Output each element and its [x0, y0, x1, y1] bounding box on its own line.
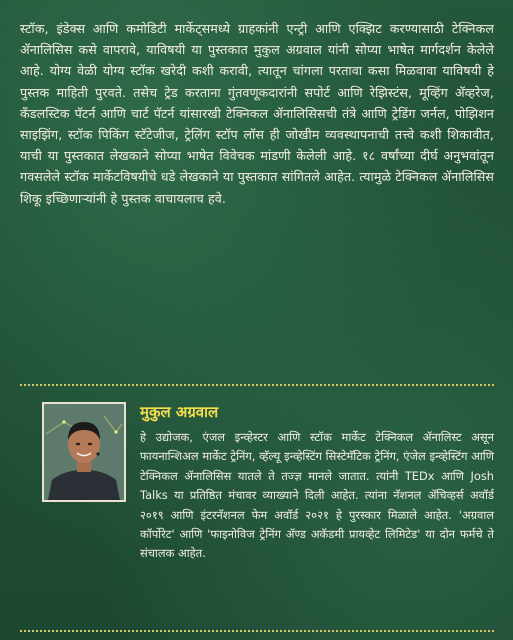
book-blurb: स्टॉक, इंडेक्स आणि कमोडिटी मार्केट्समध्ये ग्राहकांनी एन्ट्री आणि एक्झिट करण्यासाठी टेक्निकल ॲनालिसिस कसे वापरावे, याविषयी या पुस्तकात मुकुल अग्रवाल यांनी सोप्या भाषेत मार्गदर्शन केलेले आहे. योग्य वेळी योग्य स्टॉक खरेदी कशी करावी, त्यातून चांगला परतावा कसा मिळवावा याविषयी हे पुस्तक माहिती पुरवते. तसेच ट्रेड करताना गुंतवणूकदारांनी सपोर्ट आणि रेझिस्टंस, मूव्हिंग ॲव्हरेज, कँडलस्टिक पॅटर्न आणि चार्ट पॅटर्न यांसारखी टेक्निकल ॲनालिसिसची तंत्रे आणि ट्रेडिंग जर्नल, पोझिशन साइझिंग, स्टॉक पिकिंग स्टॅटेजीज, ट्रेलिंग स्टॉप लॉस ही जोखीम व्यवस्थापनाची तत्त्वे कशी शिकावीत, याची या पुस्तकात लेखकाने सोप्या भाषेत विवेचक मांडणी केलेली आहे. १८ वर्षांच्या दीर्घ अनुभवांतून गवसलेले स्टॉक मार्केटविषयीचे धडे लेखकाने या पुस्तकात सांगितले आहेत. त्यामुळे टेक्निकल ॲनालिसिस शिकू इच्छिणाऱ्यांनी हे पुस्तक वाचायलाच हवे. [20, 21, 494, 206]
author-bio: हे उद्योजक, एंजल इन्व्हेस्टर आणि स्टॉक मार्केट टेक्निकल ॲनालिस्ट असून फायनान्शिअल मार्केट ट्रेनिंग, व्हॅल्यू इन्व्हेस्टिंग सिस्टेमॅटिक ट्रेनिंग, एंजेल इन्व्हेस्टिंग आणि टेक्निकल ॲनालिसिस यातले ते तज्ज्ञ मानले जातात. त्यांनी TEDx आणि Josh Talks या प्रतिष्ठित मंचावर व्याख्याने दिली आहेत. त्यांना नॅशनल ॲचिव्हर्स अवॉर्ड २०१९ आणि इंटरनॅशनल फेम अवॉर्ड २०२१ हे पुरस्कार मिळाले आहेत. 'अग्रवाल कॉर्पोरेट' आणि 'फाइनोविज ट्रेनिंग ॲण्ड अकॅडमी प्रायव्हेट लिमिटेड' या दोन फर्मचे ते संचालक आहेत. [140, 430, 494, 561]
author-portrait-illustration [44, 404, 124, 500]
author-name: मुकुल अग्रवाल [140, 403, 219, 421]
author-photo [42, 402, 126, 502]
section-divider-top [20, 384, 494, 386]
section-divider-bottom [20, 630, 494, 632]
